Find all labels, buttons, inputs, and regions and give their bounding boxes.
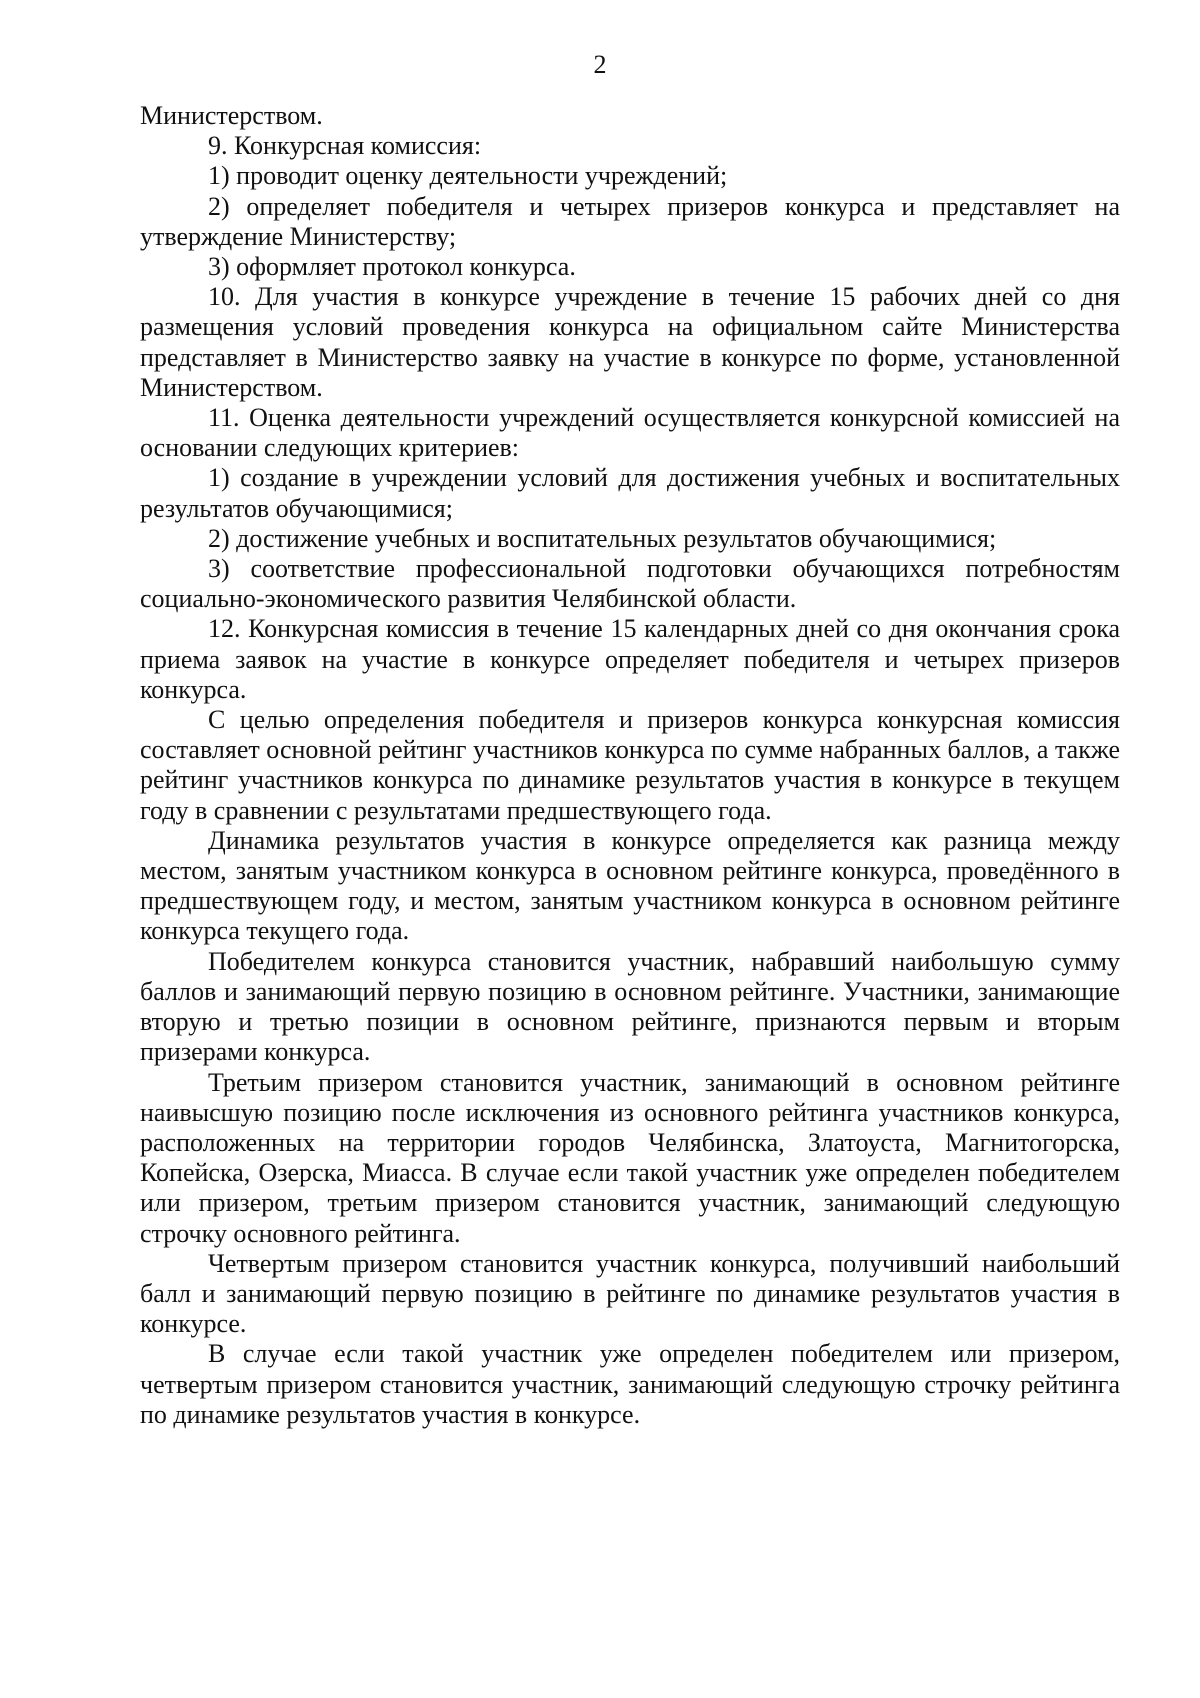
clause-9-item-2: 2) определяет победителя и четырех призеров конкурса и представляет на утверждение Министерству; (140, 191, 1120, 251)
clause-9-item-1: 1) проводит оценку деятельности учреждений; (208, 161, 728, 191)
clause-11-heading: 11. Оценка деятельности учреждений осуществляется конкурсной комиссией на основании следующих критериев: (140, 403, 1120, 463)
paragraph-continuation: Министерством. (140, 101, 323, 130)
clause-12-winner-paragraph: Победителем конкурса становится участник, набравший наибольшую сумму баллов и занимающий первую позицию в основном рейтинге. Участники, занимающие вторую и третью позиции в основном рейтинге, признаются первым и вторым призерами конкурса. (140, 946, 1120, 1067)
clause-12-fourth-prize-fallback-paragraph: В случае если такой участник уже определен победителем или призером, четвертым призером становится участник, занимающий следующую строчку рейтинга по динамике результатов участия в конкурсе. (140, 1339, 1120, 1429)
clause-11-item-2: 2) достижение учебных и воспитательных результатов обучающимися; (208, 523, 997, 553)
document-body (140, 101, 1120, 1430)
clause-10: 10. Для участия в конкурсе учреждение в течение 15 рабочих дней со дня размещения условий проведения конкурса на официальном сайте Министерства представляет в Министерство заявку на участие в конкурсе по форме, установленной Министерством. (140, 282, 1120, 402)
clause-9-heading: 9. Конкурсная комиссия: (208, 131, 482, 161)
clause-11-item-1: 1) создание в учреждении условий для достижения учебных и воспитательных результатов обучающимися; (140, 463, 1120, 523)
clause-12-dynamics-paragraph: Динамика результатов участия в конкурсе определяется как разница между местом, занятым участником конкурса в основном рейтинге конкурса, проведённого в предшествующем году, и местом, занятым участником конкурса в основном рейтинге конкурса текущего года. (140, 825, 1120, 946)
clause-12-fourth-prize-paragraph: Четвертым призером становится участник конкурса, получивший наибольший балл и занимающий первую позицию в рейтинге по динамике результатов участия в конкурсе. (140, 1248, 1120, 1339)
clause-12: 12. Конкурсная комиссия в течение 15 календарных дней со дня окончания срока приема заявок на участие в конкурсе определяет победителя и четырех призеров конкурса. (140, 614, 1120, 704)
clause-11-item-3: 3) соответствие профессиональной подготовки обучающихся потребностям социально-экономического развития Челябинской области. (140, 554, 1120, 614)
clause-12-rating-paragraph: С целью определения победителя и призеров конкурса конкурсная комиссия составляет основной рейтинг участников конкурса по сумме набранных баллов, а также рейтинг участников конкурса по динамике результатов участия в конкурсе в текущем году в сравнении с результатами предшествующего года. (140, 705, 1120, 825)
page-number: 2 (593, 50, 607, 79)
clause-12-third-prize-paragraph: Третьим призером становится участник, занимающий в основном рейтинге наивысшую позицию после исключения из основного рейтинга участников конкурса, расположенных на территории городов Челябинска, Златоуста, Магнитогорска, Копейска, Озерска, Миасса. В случае если такой участник уже определен победителем или призером, третьим призером становится участник, занимающий следующую строчку основного рейтинга. (140, 1067, 1120, 1248)
clause-9-item-3: 3) оформляет протокол конкурса. (208, 252, 576, 282)
